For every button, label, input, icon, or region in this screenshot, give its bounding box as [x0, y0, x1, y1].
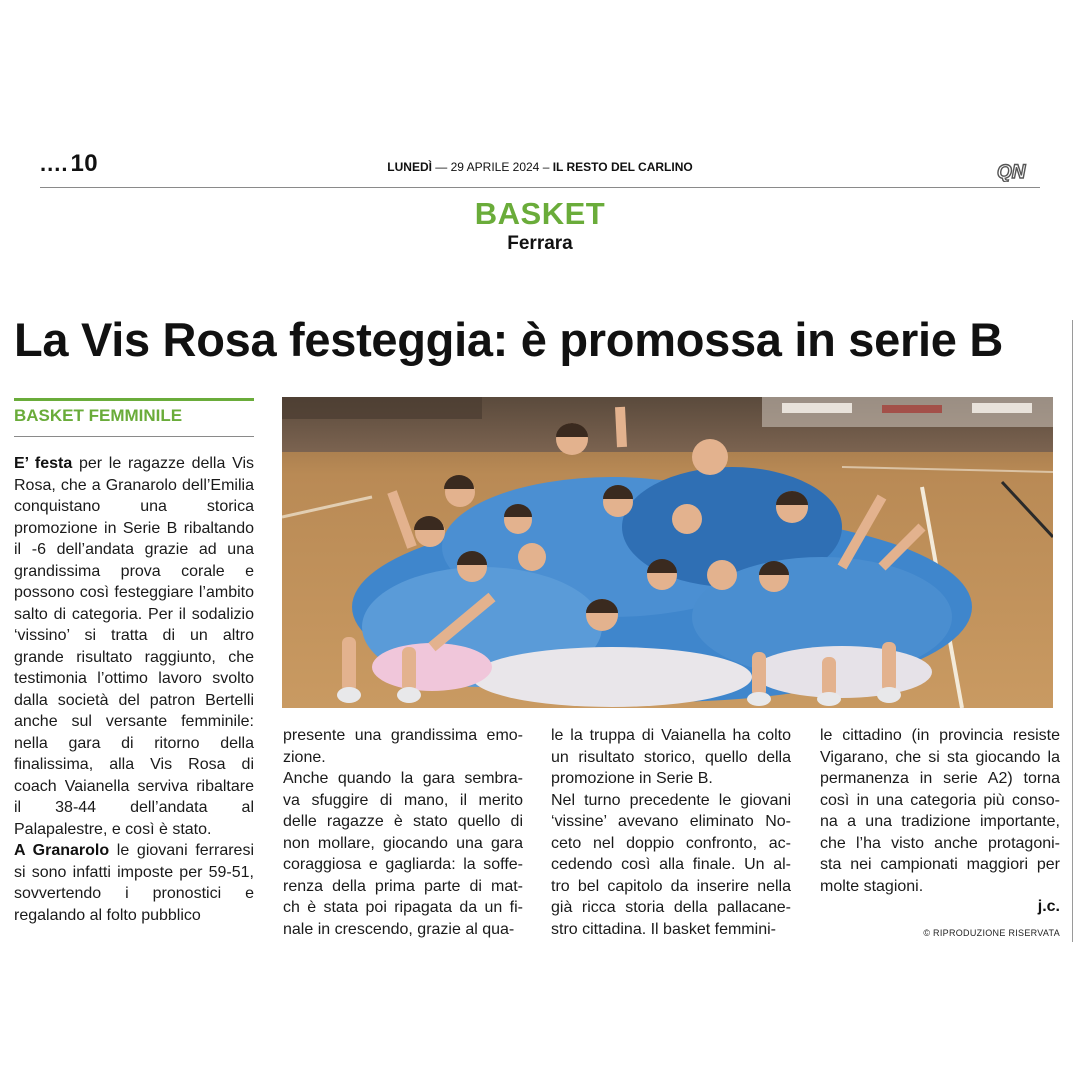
- article-line: così in una categoria più conso-: [820, 791, 1060, 809]
- page-number: ....10: [40, 150, 99, 177]
- article-line: va sfuggire di mano, il merito: [283, 791, 523, 809]
- article-line: presente una grandissima emo-: [283, 727, 523, 744]
- kicker: BASKET FEMMINILE: [14, 406, 183, 425]
- dateline-paper: IL RESTO DEL CARLINO: [552, 160, 693, 174]
- paragraph-2-lead: A Granarolo: [14, 842, 110, 859]
- svg-text:QN: QN: [997, 162, 1026, 182]
- article-line: coraggiosa e gagliarda: la soffe-: [283, 856, 523, 873]
- kicker-rule-bottom: [14, 436, 254, 437]
- article-line: stro cittadina. Il basket femmini-: [551, 920, 776, 938]
- section-title: BASKET: [474, 196, 606, 231]
- dateline-date: 29 APRILE 2024: [450, 160, 540, 174]
- copyright-notice: © RIPRODUZIONE RISERVATA: [923, 928, 1060, 938]
- article-line: nale in crescendo, grazie al qua-: [283, 920, 515, 938]
- article-line: che l’ha visto anche protagoni-: [820, 834, 1060, 852]
- article-line: ceto nel doppio confronto, ac-: [551, 834, 791, 852]
- article-line: zione.: [283, 748, 326, 766]
- dateline-day: LUNEDÌ: [387, 160, 432, 174]
- article-line: non mollare, giocando una gara: [283, 834, 523, 852]
- article-line: na a una tradizione importante,: [820, 813, 1060, 830]
- team-photo: [282, 397, 1053, 708]
- dateline: LUNEDÌ — 29 APRILE 2024 – IL RESTO DEL CARLINO: [387, 160, 693, 174]
- article-column-4: [820, 725, 1060, 897]
- header-rule: [40, 187, 1040, 188]
- paragraph-1-lead: E’ festa: [14, 455, 73, 472]
- section-city: Ferrara: [507, 233, 573, 254]
- article-line: ‘vissine’ avevano eliminato No-: [551, 813, 791, 830]
- article-line: Vigarano, che si sta giocando la: [820, 748, 1060, 766]
- article-line: le la truppa di Vaianella ha colto: [551, 727, 791, 744]
- article-column-2: [283, 725, 523, 940]
- article-line: molte stagioni.: [820, 877, 924, 895]
- author-signature: j.c.: [1037, 898, 1060, 915]
- article-line: già ricca storia della pallacane-: [551, 899, 791, 916]
- paragraph-2-text: le giovani ferraresi si sono infatti imposte per 59-51, sovvertendo i pronostici e regalando al folto pubblico: [14, 842, 254, 924]
- vertical-rule: [1072, 320, 1073, 942]
- article-line: permanenza in serie A2) torna: [820, 770, 1060, 787]
- qn-logo: [996, 160, 1040, 182]
- article-line: delle ragazze è stato quello di: [283, 813, 523, 830]
- kicker-rule-top: [14, 398, 254, 401]
- article-line: le cittadino (in provincia resiste: [820, 727, 1060, 744]
- article-line: un risultato storico, quello della: [551, 748, 791, 766]
- article-line: ch è stata poi ripagata da un fi-: [283, 899, 523, 916]
- article-line: promozione in Serie B.: [551, 770, 713, 787]
- article-column-3: [551, 725, 791, 940]
- article-line: Anche quando la gara sembra-: [283, 770, 523, 787]
- article-line: cedendo così alla finale. Un al-: [551, 856, 791, 873]
- article-line: Nel turno precedente le giovani: [551, 791, 791, 809]
- article-line: sta nei campionati maggiori per: [820, 856, 1060, 873]
- headline: La Vis Rosa festeggia: è promossa in serie B: [14, 313, 1003, 366]
- article-line: tro bel capitolo da inserire nella: [551, 877, 791, 895]
- article-line: renza della prima parte di mat-: [283, 877, 523, 895]
- article-column-1: [14, 453, 254, 926]
- paragraph-1-text: per le ragazze della Vis Rosa, che a Granarolo dell’Emilia conquistano una storica promozione in Serie B ribaltando il -6 dell’andata grazie ad una grandissima prova corale e possono così festeggiare l’ambito salto di categoria. Per il sodalizio ‘vissino’ si tratta di un altro grande risultato raggiunto, che testimonia l’ottimo lavoro svolto dalla società del patron Bertelli anche sul versante femminile: nella gara di ritorno della finalissima, alla Vis Rosa di coach Vaianella serviva ribaltare il 38-44 dell’andata al Palapalestre, e così è stato.: [14, 455, 254, 838]
